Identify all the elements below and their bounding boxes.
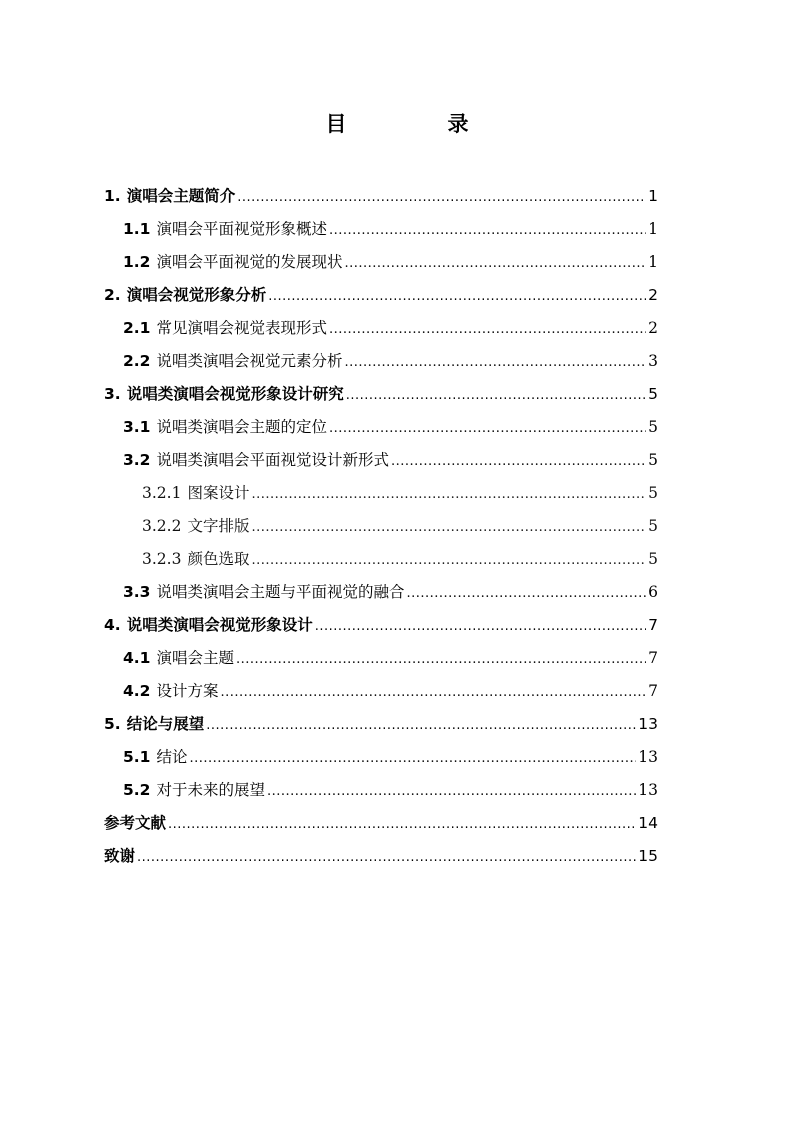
toc-entry-page-number: 2 [648,286,658,304]
toc-entry-title: 演唱会平面视觉的发展现状 [156,253,343,271]
toc-entry[interactable] [104,807,658,840]
toc-entry[interactable] [104,345,658,378]
dot-leader [315,610,646,643]
toc-entry[interactable] [104,378,658,411]
dot-leader [206,709,636,742]
toc-entry-page-number: 6 [648,583,658,601]
toc-entry-title: 演唱会主题简介 [126,187,236,205]
toc-entry-title: 对于未来的展望 [156,781,265,799]
dot-leader [220,676,646,709]
dot-leader [344,346,646,379]
toc-entry-title: 颜色选取 [187,550,250,568]
dot-leader [251,511,646,544]
dot-leader [344,247,646,280]
toc-entry-title: 参考文献 [104,814,167,832]
toc-entry-number: 3.2 [123,451,151,469]
toc-entry-page-number: 13 [638,715,658,733]
dot-leader [346,379,646,412]
toc-entry-number: 4. [104,616,121,634]
toc-entry-page-number: 13 [638,781,658,799]
toc-entry-page-number: 7 [648,682,658,700]
toc-entry-number: 1.2 [123,253,151,271]
toc-entry-title: 致谢 [104,847,136,865]
toc-entry-page-number: 7 [648,616,658,634]
dot-leader [251,544,646,577]
toc-entry[interactable] [104,642,658,675]
toc-entry-page-number: 1 [648,220,658,238]
toc-entry-number: 4.1 [123,649,151,667]
toc-entry-page-number: 14 [638,814,658,832]
toc-entry[interactable] [104,708,658,741]
toc-entry-title: 说唱类演唱会主题与平面视觉的融合 [156,583,405,601]
toc-entry[interactable] [104,576,658,609]
toc-entry-title: 文字排版 [187,517,250,535]
toc-entry-number: 3.2.2 [142,517,182,535]
toc-entry[interactable] [104,213,658,246]
toc-entry-number: 3. [104,385,121,403]
toc-entry-title: 图案设计 [187,484,250,502]
toc-entry-number: 2. [104,286,121,304]
toc-entry-title: 结论 [156,748,188,766]
toc-entry-title: 说唱类演唱会视觉形象设计 [126,616,313,634]
toc-entry-title: 演唱会平面视觉形象概述 [156,220,327,238]
toc-entry-number: 5.2 [123,781,151,799]
dot-leader [329,412,646,445]
dot-leader [329,214,646,247]
toc-entry-page-number: 13 [638,748,658,766]
toc-entry-page-number: 1 [648,253,658,271]
toc-entry-title: 演唱会主题 [156,649,234,667]
page-title: 目 录 [325,112,509,136]
toc-entry-title: 演唱会视觉形象分析 [126,286,267,304]
toc-entry-title: 说唱类演唱会主题的定位 [156,418,327,436]
dot-leader [267,775,636,808]
toc-entry-number: 2.1 [123,319,151,337]
toc-entry-title: 说唱类演唱会视觉形象设计研究 [126,385,344,403]
toc-entry[interactable] [104,180,658,213]
toc-entry[interactable] [104,675,658,708]
toc-entry-number: 3.2.1 [142,484,182,502]
toc-entry-page-number: 2 [648,319,658,337]
toc-entry-number: 5.1 [123,748,151,766]
toc-entry-page-number: 5 [648,484,658,502]
toc-entry-page-number: 3 [648,352,658,370]
toc-entry-page-number: 7 [648,649,658,667]
toc-entry[interactable] [104,840,658,873]
toc-entry-title: 结论与展望 [126,715,205,733]
toc-entry-page-number: 1 [648,187,658,205]
toc-entry-number: 1. [104,187,121,205]
toc-entry-title: 常见演唱会视觉表现形式 [156,319,327,337]
toc-entry[interactable] [104,774,658,807]
toc-entry[interactable] [104,444,658,477]
toc-entry[interactable] [104,246,658,279]
toc-entry-number: 4.2 [123,682,151,700]
toc-entry-number: 1.1 [123,220,151,238]
toc-entry-number: 2.2 [123,352,151,370]
toc-entry[interactable] [104,741,658,774]
dot-leader [406,577,646,610]
toc-entry-title: 说唱类演唱会视觉元素分析 [156,352,343,370]
toc-entry-number: 3.1 [123,418,151,436]
toc-entry[interactable] [104,477,658,510]
dot-leader [329,313,646,346]
toc-entry[interactable] [104,279,658,312]
toc-entry-page-number: 5 [648,517,658,535]
toc-entry-page-number: 5 [648,451,658,469]
toc-entry-page-number: 15 [638,847,658,865]
toc-entry-page-number: 5 [648,550,658,568]
table-of-contents [104,180,658,873]
toc-entry[interactable] [104,510,658,543]
toc-entry[interactable] [104,312,658,345]
dot-leader [251,478,646,511]
toc-entry-page-number: 5 [648,418,658,436]
dot-leader [391,445,646,478]
dot-leader [168,808,636,841]
toc-entry-number: 5. [104,715,121,733]
dot-leader [137,841,636,874]
toc-entry[interactable] [104,411,658,444]
toc-entry-page-number: 5 [648,385,658,403]
toc-entry[interactable] [104,609,658,642]
toc-entry-title: 设计方案 [156,682,219,700]
toc-entry[interactable] [104,543,658,576]
dot-leader [236,643,646,676]
dot-leader [189,742,636,775]
dot-leader [268,280,646,313]
dot-leader [237,181,646,214]
toc-entry-title: 说唱类演唱会平面视觉设计新形式 [156,451,389,469]
toc-entry-number: 3.2.3 [142,550,182,568]
toc-entry-number: 3.3 [123,583,151,601]
